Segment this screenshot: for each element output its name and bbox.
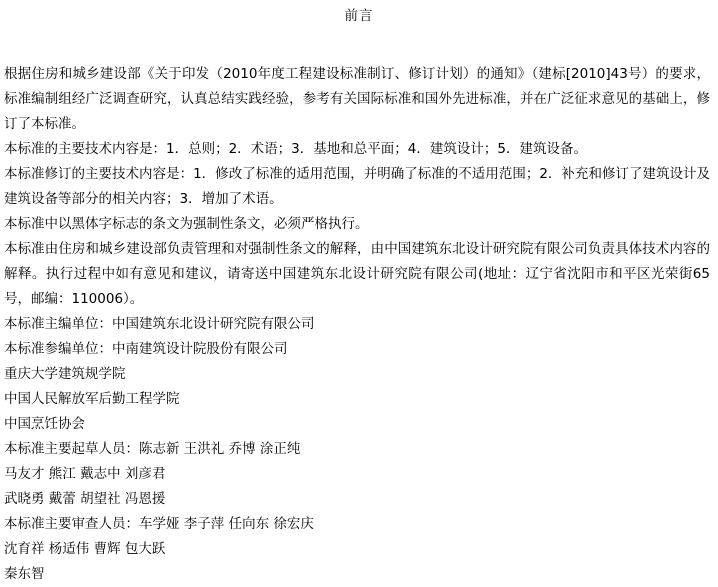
paragraph: 秦东智 [4,566,45,583]
paragraph: 武晓勇 戴蕾 胡望社 冯恩援 [4,491,166,508]
paragraph: 本标准中以黑体字标志的条文为强制性条文，必须严格执行。 [4,216,369,233]
paragraph: 中国人民解放军后勤工程学院 [4,391,180,408]
paragraph: 沈育祥 杨适伟 曹辉 包大跃 [4,541,166,558]
page-title: 前言 [344,8,374,24]
paragraph: 本标准的主要技术内容是：1．总则；2．术语；3．基地和总平面；4．建筑设计；5．建筑设备。 [4,141,587,158]
paragraph: 马友才 熊江 戴志中 刘彦君 [4,466,166,483]
paragraph: 本标准主编单位：中国建筑东北设计研究院有限公司 [4,316,315,333]
paragraph: 根据住房和城乡建设部《关于印发（2010年度工程建设标准制订、修订计划）的通知》（建标[2010]43号）的要求，标准编制组经广泛调查研究，认真总结实践经验，参考有关国际标准和国外先进标准，并在广泛征求意见的基础上，修订了本标准。 [4,66,710,133]
paragraph: 本标准主要起草人员：陈志新 王洪礼 乔博 涂正纯 [4,441,301,458]
paragraph: 本标准由住房和城乡建设部负责管理和对强制性条文的解释，由中国建筑东北设计研究院有限公司负责具体技术内容的解释。执行过程中如有意见和建议，请寄送中国建筑东北设计研究院有限公司(地址：辽宁省沈阳市和平区光荣街65号，邮编：110006）。 [4,241,710,308]
paragraph: 本标准参编单位：中南建筑设计院股份有限公司 [4,341,288,358]
paragraph: 中国烹饪协会 [4,416,85,433]
document-body [0,62,718,587]
paragraph: 重庆大学建筑规学院 [4,366,126,383]
title-body-spacer [0,30,718,62]
paragraph: 本标准主要审查人员：车学娅 李子萍 任向东 徐宏庆 [4,516,314,533]
paragraph: 本标准修订的主要技术内容是：1．修改了标准的适用范围，并明确了标准的不适用范围；2．补充和修订了建筑设计及建筑设备等部分的相关内容；3．增加了术语。 [4,166,710,208]
